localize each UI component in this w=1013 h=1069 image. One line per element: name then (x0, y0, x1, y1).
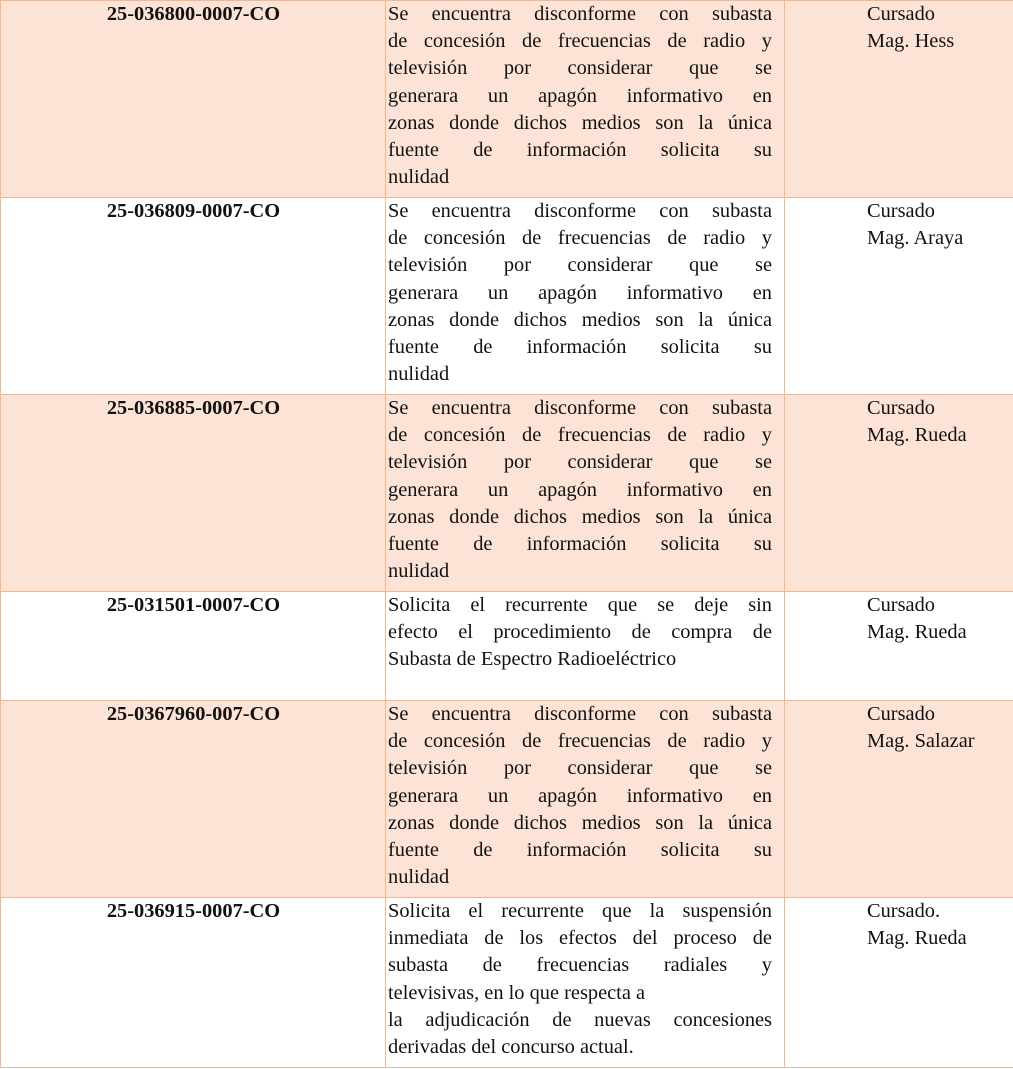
description-line: Se encuentra disconforme con subasta (388, 397, 772, 419)
description-line: subasta de frecuencias radiales y (388, 954, 772, 977)
description-line: fuente de información solicita su (388, 839, 772, 862)
status-text: Cursado (867, 200, 935, 222)
description-line: nulidad (388, 363, 450, 386)
description-cell (386, 701, 785, 898)
description-line: de concesión de frecuencias de radio y (388, 730, 772, 753)
status-text: Cursado (867, 703, 935, 725)
description-line: generara un apagón informativo en (388, 784, 772, 807)
case-id-cell: 25-0367960-007-CO (1, 701, 386, 898)
case-id-cell: 25-036915-0007-CO (1, 898, 386, 1068)
status-cell (785, 198, 1013, 395)
description-cell (386, 898, 785, 1068)
magistrate-name: Mag. Rueda (867, 927, 967, 950)
description-line: Solicita el recurrente que se deje sin (388, 594, 772, 616)
status-cell (785, 701, 1013, 898)
description-line: nulidad (388, 866, 450, 889)
case-id-cell: 25-031501-0007-CO (1, 592, 386, 701)
description-line: zonas donde dichos medios son la única (388, 811, 772, 834)
description-line: Se encuentra disconforme con subasta (388, 200, 772, 222)
magistrate-name: Mag. Hess (867, 30, 955, 53)
description-line: de concesión de frecuencias de radio y (388, 424, 772, 447)
description-line: zonas donde dichos medios son la única (388, 111, 772, 134)
status-cell (785, 1, 1013, 198)
status-text: Cursado (867, 3, 935, 25)
description-cell (386, 198, 785, 395)
description-cell (386, 395, 785, 592)
description-line: televisión por considerar que se (388, 451, 772, 474)
description-line: fuente de información solicita su (388, 139, 772, 162)
description-cell (386, 1, 785, 198)
table-row (1, 1, 1013, 198)
magistrate-name: Mag. Rueda (867, 424, 967, 447)
cases-table-body (1, 1, 1013, 1068)
table-row (1, 198, 1013, 395)
description-line: fuente de información solicita su (388, 533, 772, 556)
table-row (1, 395, 1013, 592)
description-line: televisión por considerar que se (388, 254, 772, 277)
case-id-cell: 25-036809-0007-CO (1, 198, 386, 395)
magistrate-name: Mag. Salazar (867, 730, 975, 753)
description-line: la adjudicación de nuevas concesiones (388, 1008, 772, 1031)
description-line: derivadas del concurso actual. (388, 1036, 634, 1059)
status-cell (785, 395, 1013, 592)
status-text: Cursado (867, 397, 935, 419)
description-line: Se encuentra disconforme con subasta (388, 703, 772, 725)
description-line: efecto el procedimiento de compra de (388, 621, 772, 644)
description-line: televisión por considerar que se (388, 757, 772, 780)
status-text: Cursado (867, 594, 935, 616)
description-line: zonas donde dichos medios son la única (388, 505, 772, 528)
case-id-cell: 25-036885-0007-CO (1, 395, 386, 592)
description-line: inmediata de los efectos del proceso de (388, 927, 772, 950)
description-line: fuente de información solicita su (388, 336, 772, 359)
table-row (1, 898, 1013, 1068)
table-row (1, 701, 1013, 898)
description-line: zonas donde dichos medios son la única (388, 308, 772, 331)
description-line: generara un apagón informativo en (388, 478, 772, 501)
description-line: generara un apagón informativo en (388, 281, 772, 304)
description-line: generara un apagón informativo en (388, 84, 772, 107)
table-row (1, 592, 1013, 701)
description-line: nulidad (388, 560, 450, 583)
description-line: Solicita el recurrente que la suspensión (388, 900, 772, 922)
description-line: de concesión de frecuencias de radio y (388, 227, 772, 250)
status-text: Cursado. (867, 900, 941, 922)
magistrate-name: Mag. Araya (867, 227, 964, 250)
description-line: de concesión de frecuencias de radio y (388, 30, 772, 53)
status-cell (785, 898, 1013, 1068)
description-line: Se encuentra disconforme con subasta (388, 3, 772, 25)
description-line: Subasta de Espectro Radioeléctrico (388, 648, 677, 671)
status-cell (785, 592, 1013, 701)
description-cell (386, 592, 785, 701)
magistrate-name: Mag. Rueda (867, 621, 967, 644)
description-line: televisivas, en lo que respecta a (388, 981, 646, 1004)
description-line: televisión por considerar que se (388, 57, 772, 80)
case-id-cell: 25-036800-0007-CO (1, 1, 386, 198)
description-line: nulidad (388, 166, 450, 189)
